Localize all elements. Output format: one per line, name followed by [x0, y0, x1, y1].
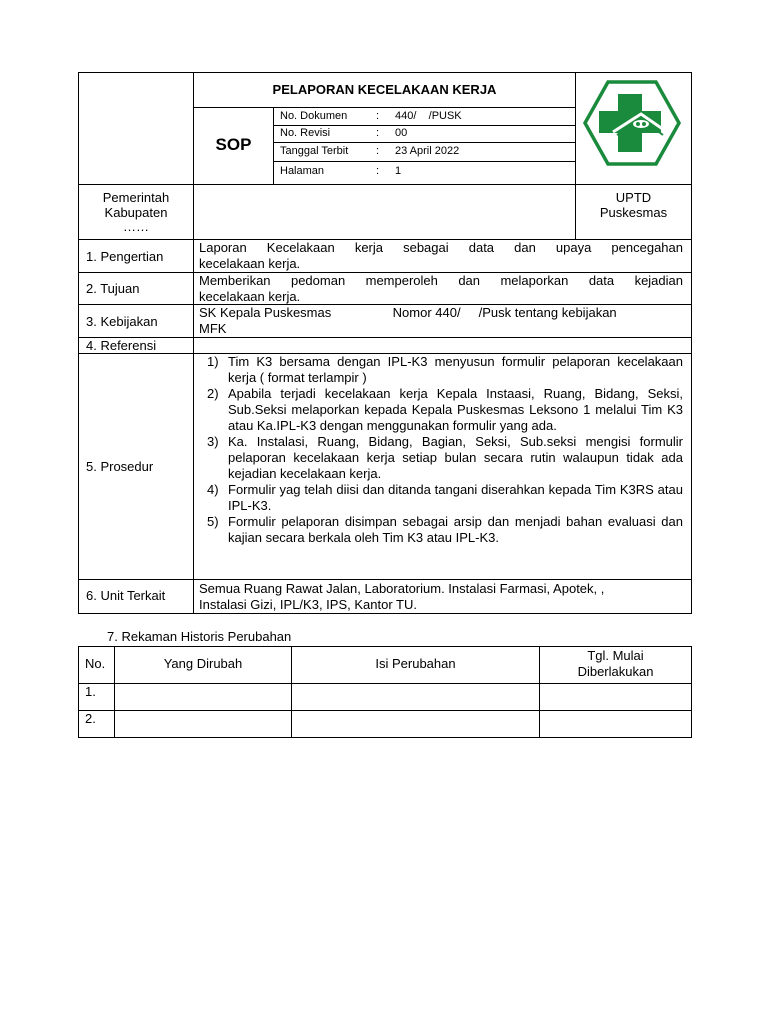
history-header-content: Isi Perubahan: [375, 656, 456, 671]
procedure-step-number: 2): [207, 386, 219, 401]
government-label: ……: [123, 219, 149, 234]
section-text: kecelakaan kerja.: [199, 256, 301, 271]
procedure-step-text: Formulir pelaporan disimpan sebagai arsip dan menjadi bahan evaluasi dan kajian secara berkala oleh Tim K3 atau IPL-K3.: [228, 514, 683, 545]
doc-info-sep: :: [376, 145, 380, 157]
procedure-step-number: 1): [207, 354, 219, 369]
doc-info-sep: :: [376, 127, 380, 139]
organization-label: Puskesmas: [599, 205, 668, 220]
history-header-date: Tgl. Mulai: [587, 648, 644, 663]
government-label: Pemerintah: [102, 190, 170, 205]
section-label: 2. Tujuan: [86, 281, 140, 296]
history-header-changed: Yang Dirubah: [163, 656, 243, 671]
history-header-date: Diberlakukan: [577, 664, 654, 679]
history-row-no: 2.: [85, 711, 96, 726]
procedure-step-text: Formulir yag telah diisi dan ditanda tangani diserahkan kepada Tim K3RS atau IPL-K3.: [228, 482, 683, 513]
procedure-step-text: Apabila terjadi kecelakaan kerja Kepala Instaasi, Ruang, Bidang, Seksi, Sub.Seksi melaporkan kepada Kepala Puskesmas Leksono 1 melalui Tim K3 atau Ka.IPL-K3 dengan menggunakan formulir yang ada.: [228, 386, 683, 433]
section-text: Memberikan pedoman memperoleh dan melaporkan data kejadian: [199, 273, 683, 288]
section-text: Laporan Kecelakaan kerja sebagai data dan upaya pencegahan: [199, 240, 683, 255]
procedure-step-number: 3): [207, 434, 219, 449]
doc-info-value: 23 April 2022: [395, 145, 460, 157]
section-text: Instalasi Gizi, IPL/K3, IPS, Kantor TU.: [199, 597, 417, 612]
government-label: Kabupaten: [104, 205, 168, 220]
procedure-step: [199, 354, 683, 386]
doc-info-sep: :: [376, 110, 380, 122]
history-title: 7. Rekaman Historis Perubahan: [107, 629, 292, 644]
doc-info-sep: :: [376, 165, 380, 177]
organization-label: UPTD: [615, 190, 652, 205]
section-label: 6. Unit Terkait: [86, 588, 166, 603]
doc-info-label: Halaman: [280, 165, 325, 177]
doc-info-value: 440/ /PUSK: [395, 110, 462, 122]
section-text: Semua Ruang Rawat Jalan, Laboratorium. Instalasi Farmasi, Apotek, ,: [199, 581, 605, 596]
procedure-list: [199, 354, 683, 546]
document-title: PELAPORAN KECELAKAAN KERJA: [272, 82, 497, 97]
procedure-step: [199, 386, 683, 434]
puskesmas-logo-icon: [583, 80, 681, 166]
section-label: 1. Pengertian: [86, 249, 164, 264]
procedure-step: [199, 434, 683, 482]
doc-info-label: No. Revisi: [280, 127, 331, 139]
section-label: 5. Prosedur: [86, 459, 154, 474]
procedure-step-number: 4): [207, 482, 219, 497]
procedure-step-number: 5): [207, 514, 219, 529]
section-text: kecelakaan kerja.: [199, 289, 301, 304]
sop-label: SOP: [215, 135, 252, 154]
doc-info-value: 00: [395, 127, 408, 139]
section-label: 4. Referensi: [86, 338, 157, 353]
procedure-step-text: Tim K3 bersama dengan IPL-K3 menyusun formulir pelaporan kecelakaan kerja ( format terlampir ): [228, 354, 683, 385]
section-text: SK Kepala Puskesmas Nomor 440/ /Pusk tentang kebijakan: [199, 305, 617, 320]
doc-info-label: No. Dokumen: [280, 110, 348, 122]
procedure-step: [199, 514, 683, 546]
doc-info-label: Tanggal Terbit: [280, 145, 349, 157]
doc-info-value: 1: [395, 165, 402, 177]
section-text: MFK: [199, 321, 227, 336]
history-header-no: No.: [85, 656, 106, 671]
procedure-step: [199, 482, 683, 514]
history-row-no: 1.: [85, 684, 96, 699]
procedure-step-text: Ka. Instalasi, Ruang, Bidang, Bagian, Seksi, Sub.seksi mengisi formulir pelaporan kecelakaan kerja setiap bulan secara rutin walaupun tidak ada kejadian kecelakaan kerja.: [228, 434, 683, 481]
section-label: 3. Kebijakan: [86, 314, 158, 329]
